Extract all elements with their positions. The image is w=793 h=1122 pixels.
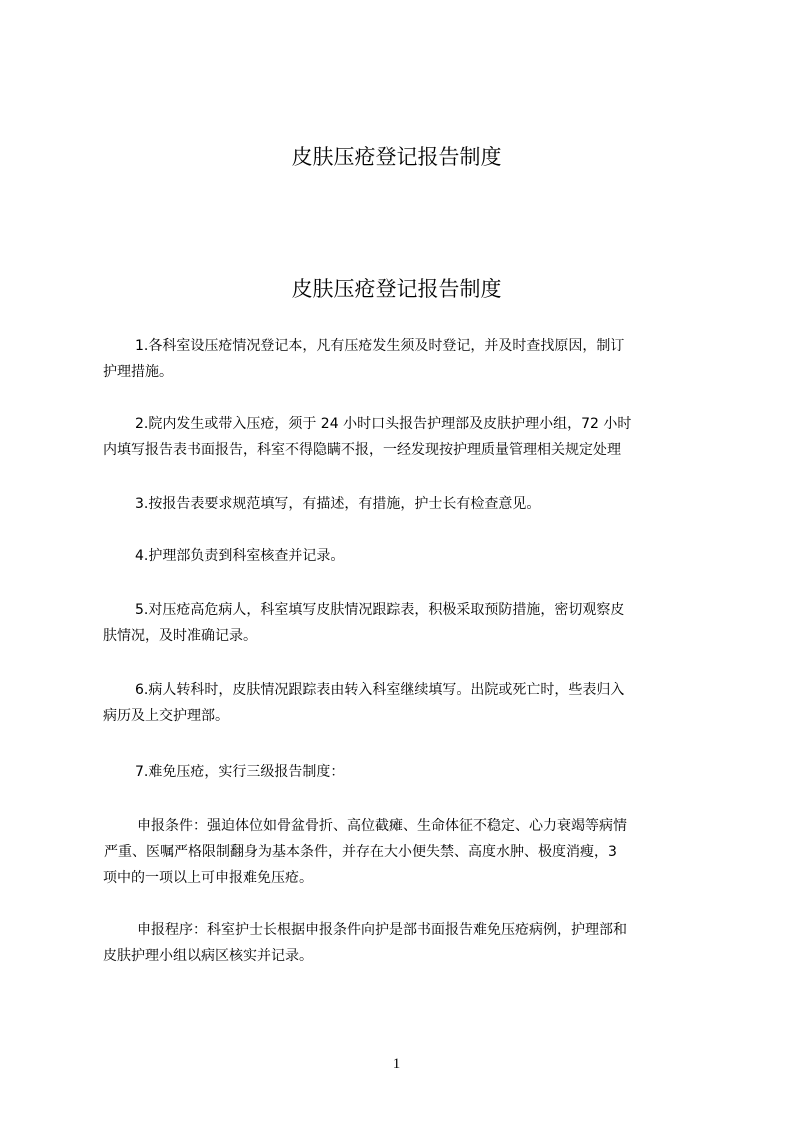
paragraph-2	[103, 411, 703, 463]
document-title: 皮肤压疮登记报告制度	[291, 277, 502, 301]
paragraph-line: 护理措施。	[103, 364, 173, 380]
paragraph-line: 申报程序：科室护士长根据申报条件向护是部书面报告难免压疮病例，护理部和	[137, 922, 627, 938]
paragraph-line: 肤情况，及时准确记录。	[103, 628, 257, 644]
paragraph-line: 4.护理部负责到科室核查并记录。	[135, 548, 345, 564]
paragraph-7	[103, 759, 703, 785]
paragraph-line: 3.按报告表要求规范填写，有描述，有措施，护士长有检查意见。	[135, 496, 541, 512]
paragraph-line: 1.各科室设压疮情况登记本，凡有压疮发生须及时登记，并及时查找原因，制订	[135, 338, 625, 354]
paragraph-line: 5.对压疮高危病人，科室填写皮肤情况跟踪表，积极采取预防措施，密切观察皮	[135, 602, 625, 618]
page-number: 1	[392, 1056, 401, 1072]
page-header-title: 皮肤压疮登记报告制度	[291, 145, 502, 169]
paragraph-line: 病历及上交护理部。	[103, 708, 229, 724]
paragraph-4	[103, 543, 703, 569]
paragraph-line: 7.难免压疮，实行三级报告制度：	[135, 764, 345, 780]
paragraph-1	[103, 333, 703, 385]
paragraph-5	[103, 597, 703, 649]
paragraph-line: 6.病人转科时，皮肤情况跟踪表由转入科室继续填写。出院或死亡时，些表归入	[135, 682, 625, 698]
paragraph-6	[103, 677, 703, 729]
paragraph-line: 皮肤护理小组以病区核实并记录。	[103, 948, 313, 964]
paragraph-line: 严重、医嘱严格限制翻身为基本条件，并存在大小便失禁、高度水肿、极度消瘦，3	[104, 844, 617, 860]
paragraph-application-procedure	[103, 917, 703, 969]
paragraph-3	[103, 491, 703, 517]
paragraph-line: 内填写报告表书面报告，科室不得隐瞒不报，一经发现按护理质量管理相关规定处理	[103, 442, 621, 458]
paragraph-line: 项中的一项以上可申报难免压疮。	[103, 870, 313, 886]
paragraph-line: 申报条件：强迫体位如骨盆骨折、高位截瘫、生命体征不稳定、心力衰竭等病情	[137, 818, 627, 834]
paragraph-line: 2.院内发生或带入压疮，须于 24 小时口头报告护理部及皮肤护理小组，72 小时	[135, 416, 632, 432]
paragraph-application-conditions	[103, 813, 703, 891]
